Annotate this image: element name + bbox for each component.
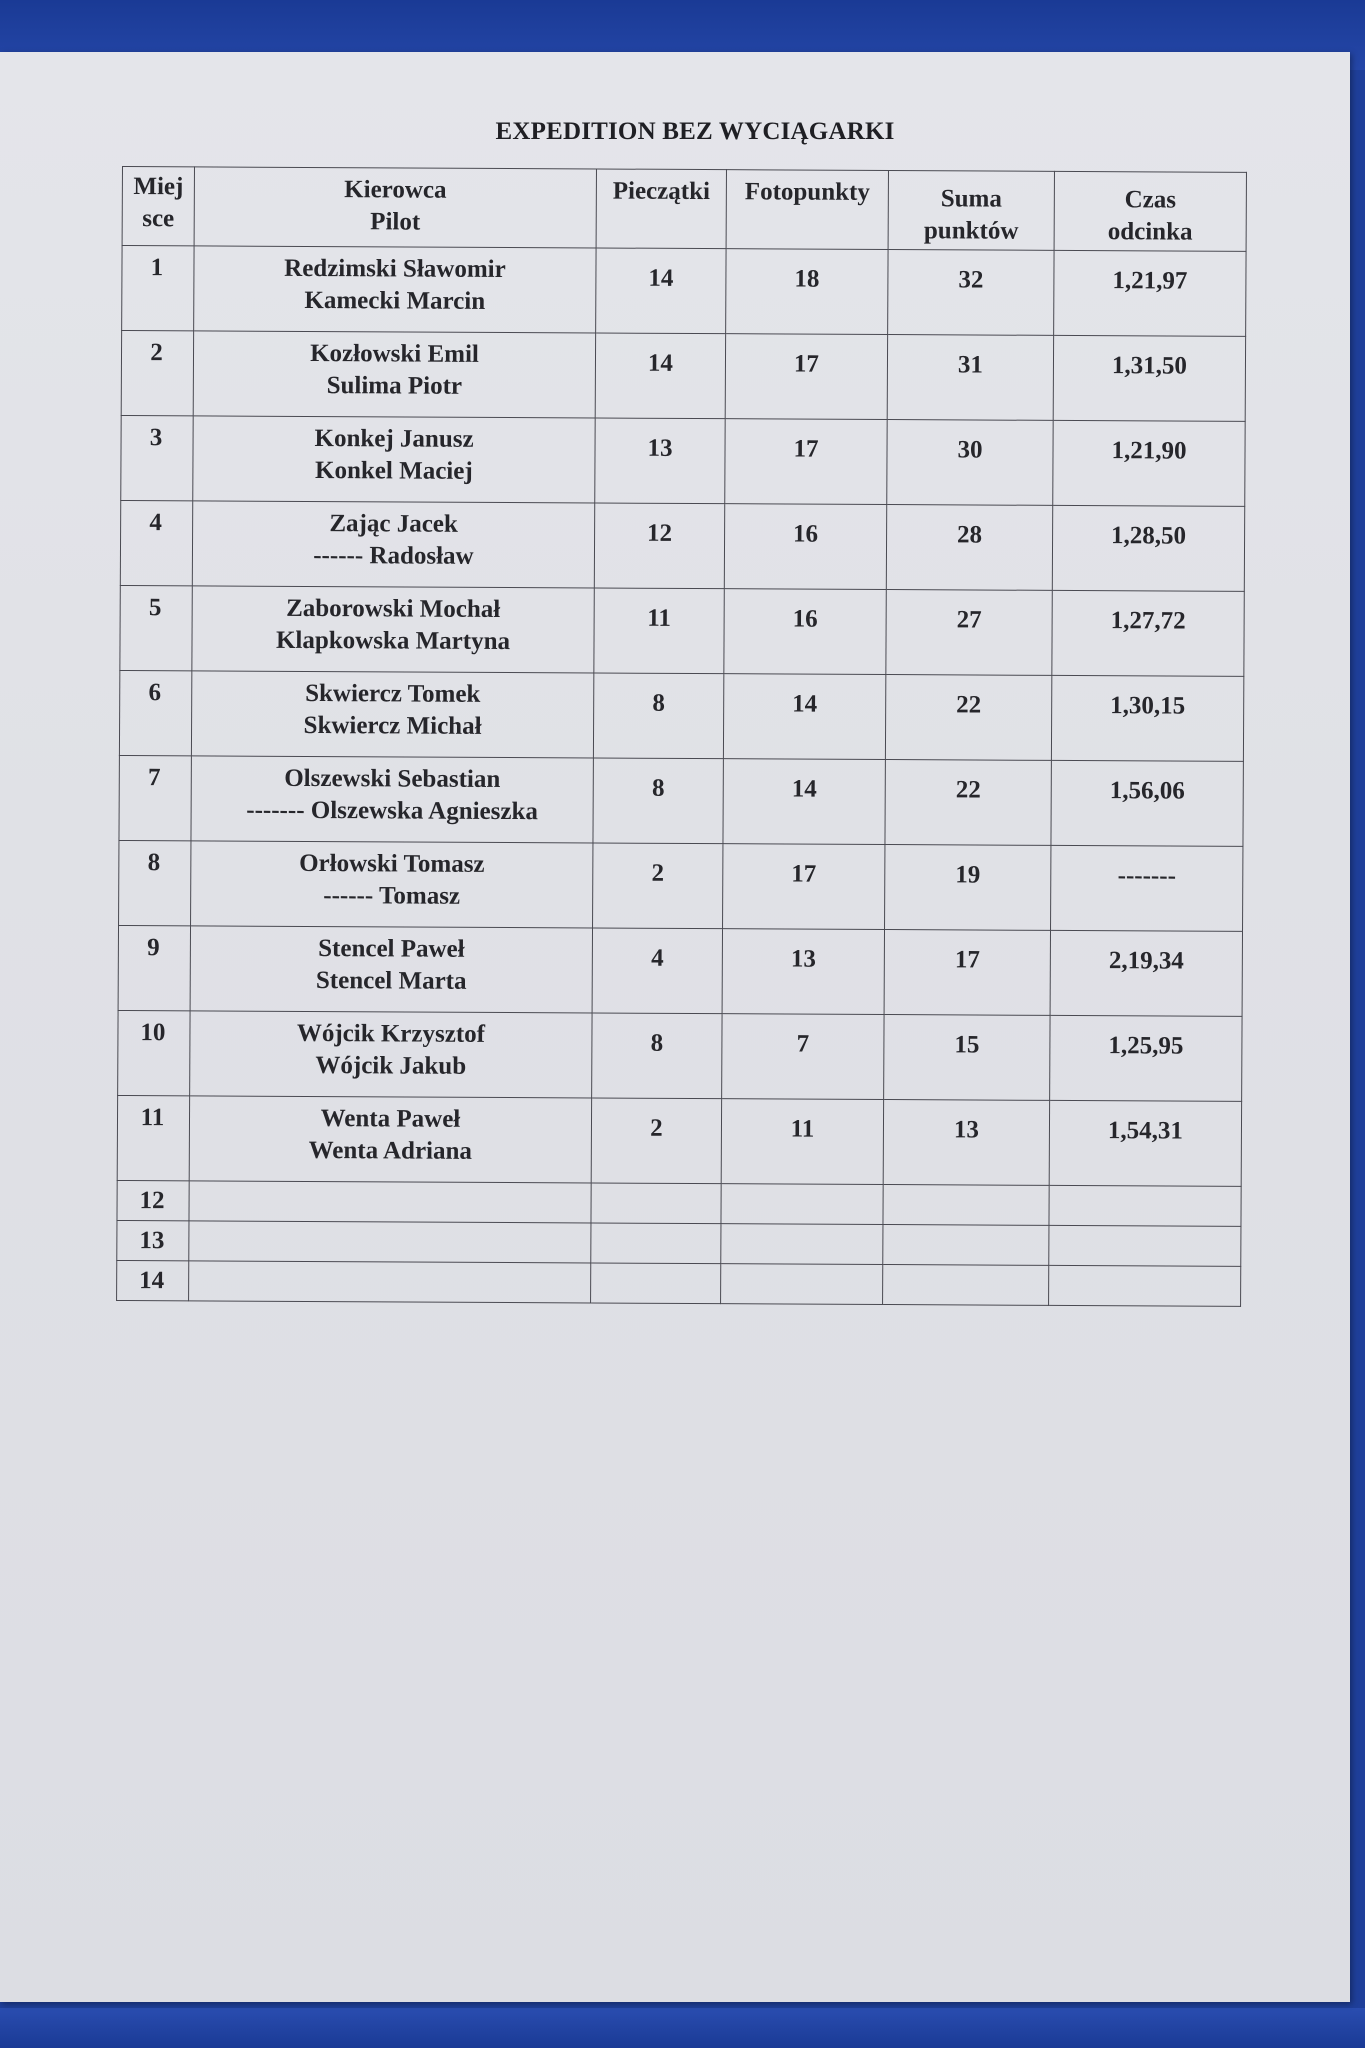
row-stamps: 14 (596, 248, 726, 334)
row-total: 31 (887, 335, 1053, 421)
row-stamps: 11 (594, 588, 724, 674)
row-pilot: Wenta Adriana (308, 1136, 473, 1165)
row-total: 22 (885, 760, 1051, 846)
table-row (121, 415, 1245, 506)
row-driver: Wójcik Krzysztof (296, 1019, 486, 1048)
row-place: 1 (122, 246, 194, 331)
table-row (120, 585, 1244, 676)
row-time: 1,25,95 (1050, 1015, 1242, 1101)
row-stamps: 14 (595, 333, 725, 419)
row-photopoints (721, 1264, 883, 1305)
table-row-empty (117, 1180, 1241, 1226)
row-time: ------- (1051, 845, 1243, 931)
row-photopoints: 17 (723, 844, 885, 930)
row-stamps (591, 1223, 721, 1264)
binder-bottom-edge (0, 2008, 1365, 2048)
row-photopoints (721, 1184, 883, 1225)
header-time (1054, 171, 1246, 251)
row-driver: Skwiercz Tomek (305, 679, 481, 708)
row-time (1049, 1225, 1241, 1266)
row-crew (191, 671, 593, 758)
row-crew (189, 1261, 591, 1303)
row-time: 1,31,50 (1053, 335, 1245, 421)
row-total: 17 (884, 930, 1050, 1016)
row-stamps (591, 1263, 721, 1304)
row-driver: Wenta Paweł (320, 1105, 461, 1133)
row-place: 5 (120, 585, 192, 670)
row-photopoints: 13 (722, 929, 884, 1015)
row-driver: Zając Jacek (329, 510, 458, 538)
row-photopoints: 17 (725, 419, 887, 505)
row-pilot: Skwiercz Michał (303, 711, 482, 740)
row-total: 32 (888, 250, 1054, 336)
row-pilot: ------- Olszewska Agnieszka (246, 796, 539, 826)
row-place: 6 (119, 670, 191, 755)
table-row (120, 500, 1244, 591)
row-total: 28 (886, 505, 1052, 591)
row-pilot: Kamecki Marcin (304, 286, 486, 315)
row-stamps: 2 (591, 1098, 721, 1184)
table-row-empty (117, 1220, 1241, 1266)
row-photopoints: 7 (722, 1014, 884, 1100)
row-pilot: ------ Radosław (313, 542, 474, 570)
row-crew (189, 1181, 591, 1223)
row-total (883, 1184, 1049, 1225)
row-driver: Olszewski Sebastian (284, 764, 501, 793)
header-photopoints: Fotopunkty (726, 170, 888, 250)
row-time: 1,27,72 (1052, 590, 1244, 676)
row-crew (191, 756, 593, 843)
row-crew (194, 246, 596, 333)
row-time: 1,30,15 (1051, 675, 1243, 761)
row-stamps: 8 (593, 673, 723, 759)
row-total (883, 1264, 1049, 1305)
row-time: 1,28,50 (1052, 505, 1244, 591)
row-place: 13 (117, 1220, 189, 1260)
row-place: 14 (117, 1260, 189, 1300)
header-total-line1: Suma (940, 185, 1002, 213)
row-total: 27 (886, 590, 1052, 676)
row-driver: Kozłowski Emil (310, 339, 479, 368)
row-pilot: Konkel Maciej (315, 457, 473, 485)
row-place: 11 (117, 1095, 189, 1180)
row-total: 15 (884, 1015, 1050, 1101)
row-stamps: 2 (593, 843, 723, 929)
header-place-line1: Miej (133, 173, 184, 201)
row-place: 8 (119, 840, 191, 925)
table-row-empty (117, 1260, 1241, 1306)
row-photopoints: 14 (723, 759, 885, 845)
row-photopoints (721, 1224, 883, 1265)
row-time: 2,19,34 (1050, 930, 1242, 1016)
row-photopoints: 16 (724, 504, 886, 590)
header-stamps: Pieczątki (596, 169, 726, 249)
header-place (122, 167, 194, 246)
table-row (117, 1095, 1241, 1186)
row-photopoints: 14 (723, 674, 885, 760)
header-crew-line1: Kierowca (344, 176, 447, 204)
row-photopoints: 16 (724, 589, 886, 675)
row-driver: Stencel Paweł (318, 935, 465, 963)
row-place: 9 (118, 925, 190, 1010)
row-stamps: 4 (592, 928, 722, 1014)
row-stamps (591, 1183, 721, 1224)
row-driver: Zaborowski Mochał (286, 594, 501, 623)
row-crew (193, 416, 595, 503)
row-pilot: Klapkowska Martyna (275, 626, 511, 656)
row-stamps: 12 (594, 503, 724, 589)
header-crew-line2: Pilot (370, 208, 421, 236)
row-stamps: 13 (595, 418, 725, 504)
row-total: 22 (885, 675, 1051, 761)
row-time: 1,21,90 (1053, 420, 1245, 506)
table-row (119, 840, 1243, 931)
row-time (1049, 1185, 1241, 1226)
row-crew (189, 1096, 591, 1183)
row-photopoints: 11 (721, 1099, 883, 1185)
row-driver: Redzimski Sławomir (284, 254, 506, 284)
row-place: 10 (118, 1010, 190, 1095)
row-pilot: ------ Tomasz (323, 882, 461, 910)
row-photopoints: 18 (726, 249, 888, 335)
row-driver: Konkej Janusz (314, 425, 474, 453)
row-total: 13 (883, 1100, 1049, 1186)
table-row (121, 331, 1245, 422)
row-time (1049, 1265, 1241, 1306)
header-total (888, 171, 1054, 251)
row-pilot: Sulima Piotr (326, 372, 463, 400)
row-photopoints: 17 (725, 334, 887, 420)
header-crew (194, 167, 596, 248)
row-pilot: Stencel Marta (315, 967, 467, 995)
row-crew (193, 331, 595, 418)
row-crew (192, 501, 594, 588)
header-time-line1: Czas (1124, 186, 1177, 214)
row-time: 1,56,06 (1051, 760, 1243, 846)
table-row (118, 925, 1242, 1016)
row-stamps: 8 (592, 1013, 722, 1099)
results-table (116, 166, 1247, 1307)
table-row (118, 1010, 1242, 1101)
row-time: 1,21,97 (1054, 250, 1246, 336)
table-row (119, 670, 1243, 761)
table-row (119, 755, 1243, 846)
header-time-line2: odcinka (1107, 218, 1193, 246)
row-crew (191, 841, 593, 928)
row-driver: Orłowski Tomasz (299, 849, 485, 878)
table-header-row (122, 167, 1246, 252)
row-total: 30 (887, 420, 1053, 506)
row-total (883, 1224, 1049, 1265)
row-place: 3 (121, 415, 193, 500)
row-place: 7 (119, 755, 191, 840)
row-time: 1,54,31 (1049, 1100, 1241, 1186)
header-place-line2: sce (142, 205, 175, 233)
row-crew (192, 586, 594, 673)
row-crew (190, 1011, 592, 1098)
header-total-line2: punktów (923, 217, 1019, 245)
row-crew (189, 1221, 591, 1263)
row-stamps: 8 (593, 758, 723, 844)
row-total: 19 (885, 845, 1051, 931)
row-pilot: Wójcik Jakub (315, 1052, 467, 1080)
row-crew (190, 926, 592, 1013)
document-title: EXPEDITION BEZ WYCIĄGARKI (495, 118, 895, 145)
table-row (122, 246, 1246, 337)
row-place: 4 (120, 500, 192, 585)
row-place: 12 (117, 1180, 189, 1220)
row-place: 2 (121, 331, 193, 416)
